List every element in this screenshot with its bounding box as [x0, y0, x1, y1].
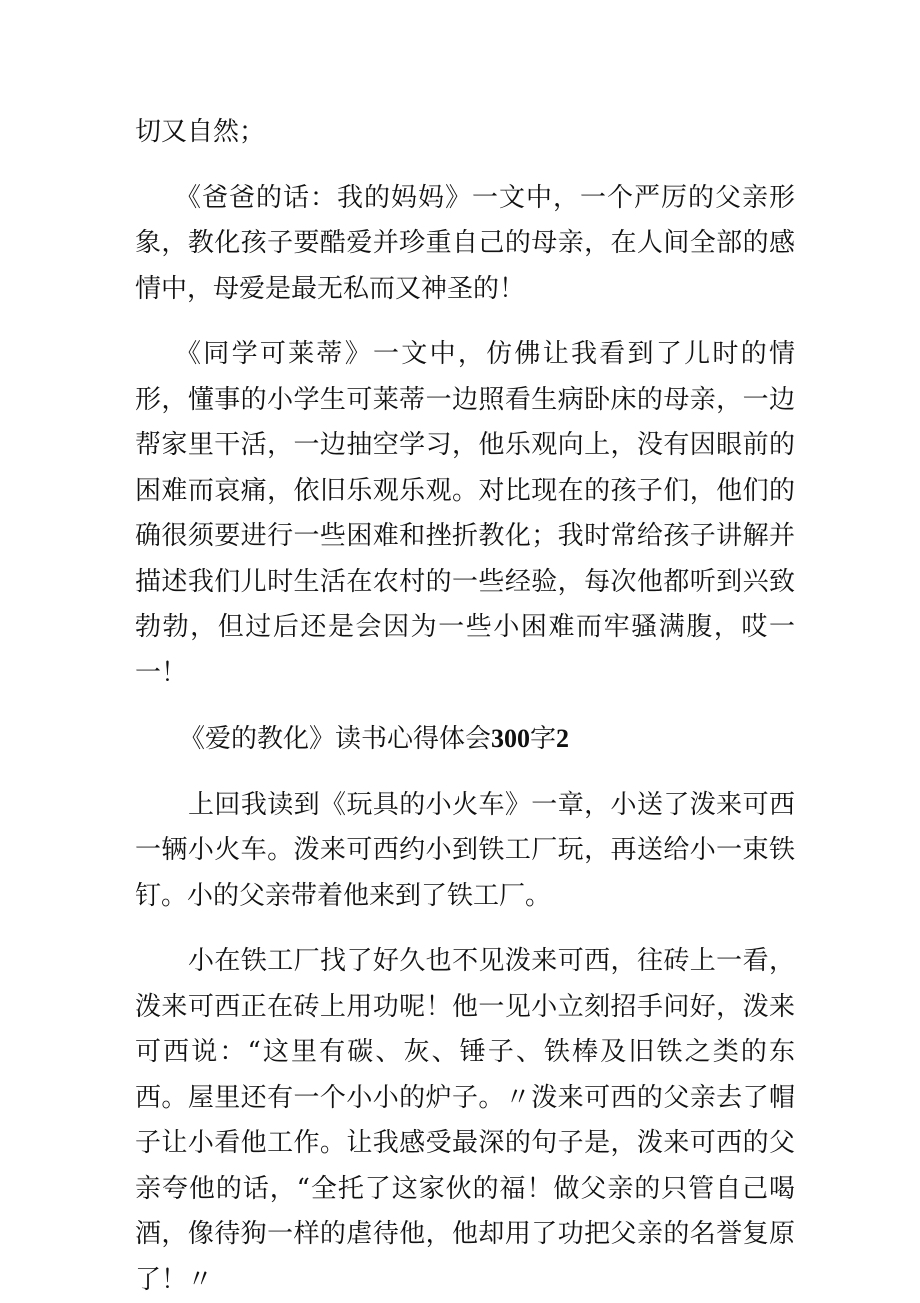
paragraph-classmate: 《同学可莱蒂》一文中，仿佛让我看到了儿时的情形，懂事的小学生可莱蒂一边照看生病卧床的母亲，一边帮家里干活，一边抽空学习，他乐观向上，没有因眼前的困难而哀痛，依旧乐观乐观。对比现在的孩子们，他们的确很须要进行一些困难和挫折教化；我时常给孩子讲解并描述我们儿时生活在农村的一些经验，每次他都听到兴致勃勃，但过后还是会因为一些小困难而牢骚满腹，哎一一！	[135, 339, 795, 688]
heading-suffix: 字	[530, 724, 557, 754]
paragraph-continuation: 切又自然；	[135, 117, 266, 147]
document-body	[135, 110, 795, 1303]
heading-title: 《爱的教化》读书心得体会	[179, 724, 492, 754]
paragraph-toy-train: 上回我读到《玩具的小火车》一章，小送了泼来可西一辆小火车。泼来可西约小到铁工厂玩，再送给小一束铁钉。小的父亲带着他来到了铁工厂。	[135, 789, 795, 911]
heading-index: 2	[556, 724, 570, 753]
heading-number: 300	[491, 724, 531, 753]
paragraph-father-words: 《爸爸的话：我的妈妈》一文中，一个严厉的父亲形象，教化孩子要酷爱并珍重自己的母亲，在人间全部的感情中，母爱是最无私而又神圣的！	[135, 182, 795, 304]
section-heading	[135, 716, 795, 763]
paragraph-iron-factory: 小在铁工厂找了好久也不见泼来可西，往砖上一看，泼来可西正在砖上用功呢！他一见小立刻招手问好，泼来可西说：“这里有碳、灰、锤子、铁棒及旧铁之类的东西。屋里还有一个小小的炉子。〃泼来可西的父亲去了帽子让小看他工作。让我感受最深的句子是，泼来可西的父亲夸他的话，“全托了这家伙的福！做父亲的只管自己喝酒，像待狗一样的虐待他，他却用了功把父亲的名誉复原了！〃	[135, 946, 795, 1295]
